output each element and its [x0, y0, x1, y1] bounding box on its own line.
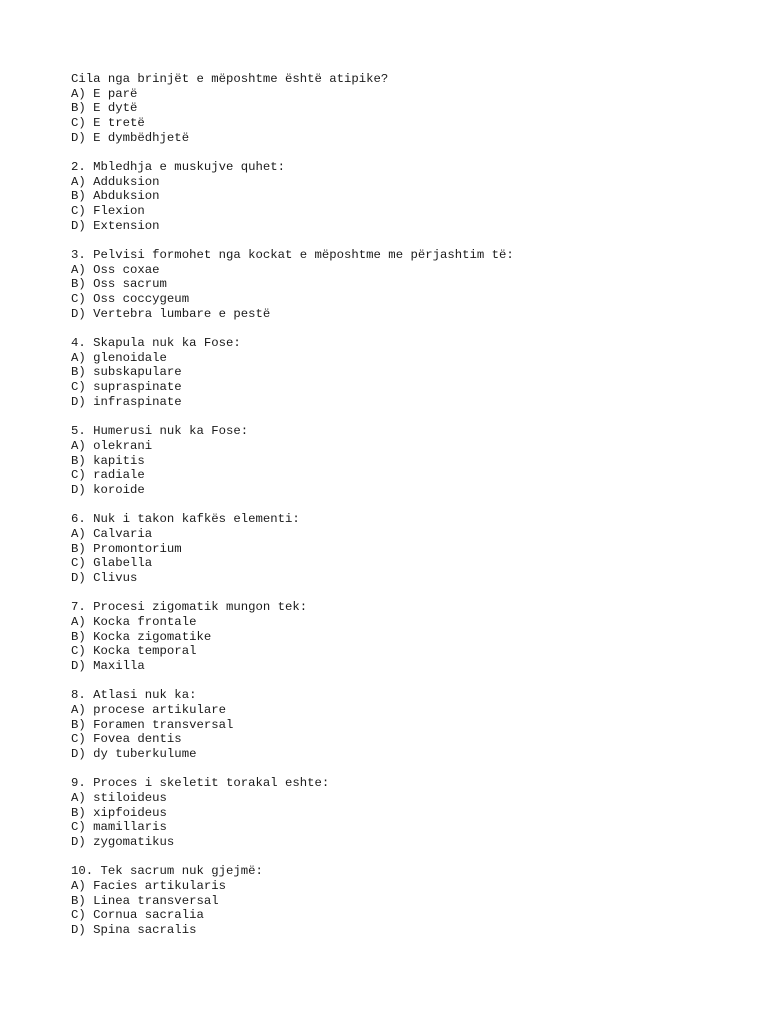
answer-option: A) olekrani [71, 438, 153, 453]
answer-option: C) Flexion [71, 204, 145, 219]
answer-option: B) xipfoideus [71, 805, 167, 820]
answer-option: B) Linea transversal [71, 893, 219, 908]
answer-option: A) Calvaria [71, 526, 153, 541]
answer-option: C) Cornua sacralia [71, 908, 204, 923]
answer-option: A) glenoidale [71, 350, 167, 365]
answer-option: C) Oss coccygeum [71, 292, 190, 307]
answer-option: B) Abduksion [71, 189, 160, 204]
question-5 [71, 424, 751, 497]
answer-option: D) Clivus [71, 570, 138, 585]
answer-option: C) E tretë [71, 116, 145, 131]
answer-option: D) koroide [71, 482, 145, 497]
answer-option: B) kapitis [71, 453, 145, 468]
answer-option: D) Maxilla [71, 658, 145, 673]
question-9 [71, 776, 751, 849]
answer-option: B) Promontorium [71, 541, 182, 556]
question-prompt: 5. Humerusi nuk ka Fose: [71, 424, 249, 439]
question-1 [71, 72, 751, 145]
answer-option: A) Facies artikularis [71, 878, 226, 893]
question-7 [71, 600, 751, 673]
question-6 [71, 512, 751, 585]
answer-option: C) Fovea dentis [71, 732, 182, 747]
answer-option: A) procese artikulare [71, 702, 226, 717]
answer-option: B) E dytë [71, 101, 138, 116]
answer-option: D) dy tuberkulume [71, 746, 197, 761]
question-2 [71, 160, 751, 233]
answer-option: B) Foramen transversal [71, 717, 234, 732]
question-prompt: Cila nga brinjët e mëposhtme është atipike? [71, 72, 389, 86]
answer-option: B) Oss sacrum [71, 277, 167, 292]
question-3 [71, 248, 751, 321]
question-prompt: 9. Proces i skeletit torakal eshte: [71, 776, 330, 791]
question-prompt: 3. Pelvisi formohet nga kockat e mëposhtme me përjashtim të: [71, 248, 514, 263]
answer-option: D) infraspinate [71, 394, 182, 409]
question-prompt: 6. Nuk i takon kafkës elementi: [71, 512, 300, 527]
question-prompt: 7. Procesi zigomatik mungon tek: [71, 600, 308, 615]
question-8 [71, 688, 751, 761]
answer-option: A) stiloideus [71, 790, 167, 805]
answer-option: B) subskapulare [71, 365, 182, 380]
question-prompt: 4. Skapula nuk ka Fose: [71, 336, 241, 351]
answer-option: D) E dymbëdhjetë [71, 130, 190, 145]
answer-option: B) Kocka zigomatike [71, 629, 212, 644]
answer-option: C) radiale [71, 468, 145, 483]
answer-option: A) Oss coxae [71, 262, 160, 277]
answer-option: C) mamillaris [71, 820, 167, 835]
answer-option: C) supraspinate [71, 380, 182, 395]
answer-option: A) E parë [71, 86, 138, 101]
question-4 [71, 336, 751, 409]
question-10 [71, 864, 751, 937]
answer-option: D) Spina sacralis [71, 923, 197, 938]
question-prompt: 8. Atlasi nuk ka: [71, 688, 197, 703]
answer-option: A) Adduksion [71, 174, 160, 189]
answer-option: C) Kocka temporal [71, 644, 197, 659]
answer-option: A) Kocka frontale [71, 614, 197, 629]
answer-option: D) Extension [71, 218, 160, 233]
question-prompt: 2. Mbledhja e muskujve quhet: [71, 160, 286, 175]
answer-option: D) Vertebra lumbare e pestë [71, 306, 271, 321]
quiz-document [71, 72, 751, 952]
answer-option: D) zygomatikus [71, 835, 175, 849]
question-prompt: 10. Tek sacrum nuk gjejmë: [71, 864, 263, 879]
answer-option: C) Glabella [71, 556, 153, 571]
